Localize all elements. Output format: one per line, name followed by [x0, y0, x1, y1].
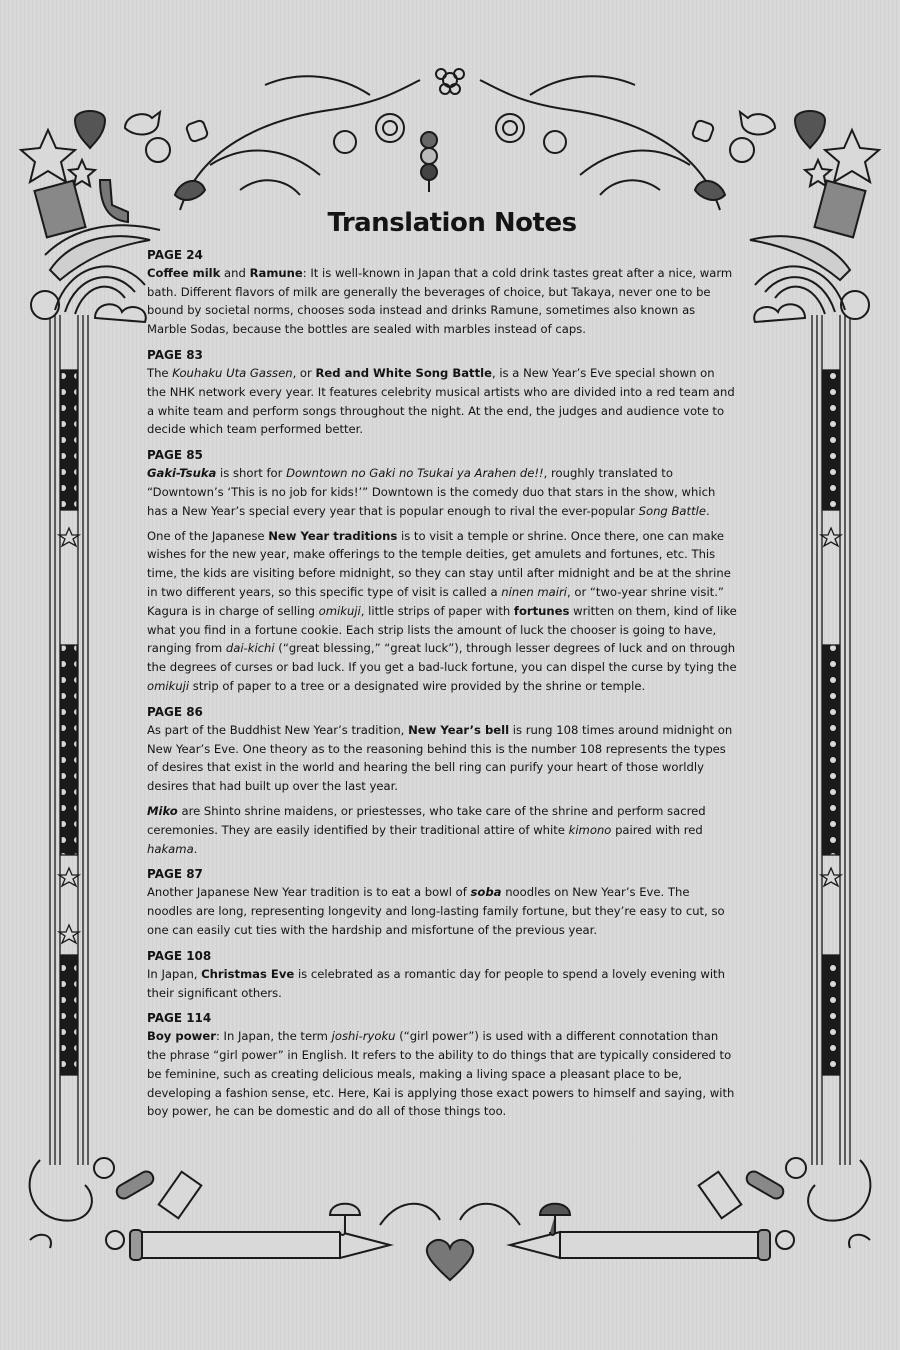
text-run: : It is well-known in Japan that a cold drink tastes great after a nice, warm bath. Different flavors of milk are generally the beverages of choice, but Takaya, never one to be bound by societal norms, chooses soda instead and drinks Ramune, sometimes also known as Marble Sodas, because the bottles are sealed with marbles instead of caps. [147, 265, 733, 337]
onigiri-icon [185, 119, 208, 142]
text-run: , or “two-year shrine visit.” Kagura is in charge of selling [147, 584, 724, 618]
left-column [50, 315, 88, 1165]
text-run: is celebrated as a romantic day for people to spend a lovely evening with their significant others. [147, 966, 725, 1000]
corndog-icon [744, 1169, 786, 1201]
star-icon [59, 528, 79, 546]
translation-note [147, 347, 737, 439]
bird-icon [125, 112, 160, 134]
button-icon [786, 1158, 806, 1178]
bottom-decor [30, 1158, 871, 1280]
bananas-icon [750, 236, 850, 280]
text-run: paired with red [611, 822, 703, 837]
bird-icon [740, 112, 775, 134]
page-title: Translation Notes [327, 208, 577, 238]
corndog-icon [114, 1169, 156, 1201]
cloud-icon [95, 304, 146, 322]
note-paragraph [147, 965, 737, 1003]
page-label: PAGE 83 [147, 347, 203, 362]
notes-content [147, 208, 737, 1129]
translation-note [147, 447, 737, 696]
text-run: The [147, 365, 173, 380]
fries-icon [699, 1172, 742, 1219]
emphasis-term: Coffee milk [147, 265, 221, 280]
note-paragraph [147, 527, 737, 696]
emphasis-term: omikuji [147, 678, 190, 693]
text-run: is short for [216, 466, 287, 481]
flower-icon [436, 69, 464, 94]
emphasis-term: Boy power [147, 1029, 216, 1044]
shoe-icon [100, 180, 128, 222]
text-run: (“great blessing,” “great luck”), through lesser degrees of luck and on through the degrees of curses or bad luck. If you get a bad-luck fortune, you can dispel the curse by tying the [147, 641, 737, 675]
emphasis-term: omikuji [318, 603, 361, 618]
page-label: PAGE 114 [147, 1011, 212, 1026]
emphasis-term: Red and White Song Battle [315, 365, 492, 380]
translation-note [147, 948, 737, 1003]
text-run: , is a New Year’s Eve special shown on the NHK network every year. It features celebrity musical artists who are divided into a red team and a white team and perform songs throughout the night. At the end, the judges and audience vote to decide which team performed better. [147, 365, 735, 437]
star-icon [59, 925, 79, 943]
emphasis-term: Gaki-Tsuka [147, 466, 217, 481]
emphasis-term: Christmas Eve [201, 966, 295, 981]
heart-icon [427, 1240, 473, 1280]
star-icon [825, 130, 879, 182]
text-run: strip of paper to a tree or a designated wire provided by the shrine or temple. [189, 678, 646, 693]
star-icon [59, 868, 79, 886]
page-label: PAGE 86 [147, 704, 203, 719]
text-run: One of the Japanese [147, 528, 269, 543]
sun-icon [841, 291, 869, 319]
pencil-icon [510, 1230, 770, 1260]
emphasis-term: Downtown no Gaki no Tsukai ya Arahen de!! [286, 466, 544, 481]
button-icon [730, 138, 754, 162]
note-paragraph [147, 802, 737, 858]
text-run: is rung 108 times around midnight on New Year’s Eve. One theory as to the reasoning behind this is the number 108 represents the types of desires that exist in the world and hearing the bell ring can purify your heart of those worldly desires that had built up over the last year. [147, 722, 733, 794]
text-run: , or [292, 365, 316, 380]
text-run: . [705, 503, 710, 518]
translation-note [147, 247, 737, 339]
emphasis-term: hakama [147, 841, 194, 856]
right-column [812, 315, 850, 1165]
text-run: written on them, kind of like what you find in a fortune cookie. Each strip lists the amount of luck the chooser is going to have, ranging from [147, 603, 737, 656]
emphasis-term: Kouhaku Uta Gassen [172, 365, 293, 380]
star-icon [821, 528, 841, 546]
emphasis-term: fortunes [513, 603, 570, 618]
dango-icon [421, 132, 437, 192]
page-label: PAGE 108 [147, 948, 212, 963]
note-paragraph [147, 883, 737, 939]
cloud-icon [754, 304, 805, 322]
text-run: , roughly translated to “Downtown’s ‘This is no job for kids!’” Downtown is the comedy duo that stars in the show, which has a New Year’s special every year that is popular enough to rival the ever-popular [147, 466, 716, 518]
emphasis-term: New Year traditions [268, 528, 398, 543]
umbrella-icon [540, 1204, 570, 1235]
text-run: Another Japanese New Year tradition is to eat a bowl of [147, 885, 471, 900]
notes-list [147, 247, 737, 1121]
text-run: noodles on New Year’s Eve. The noodles are long, representing longevity and long-lasting family fortune, but they’re easy to cut, so one can easily cut ties with the hardship and misfortune of the previous year. [147, 885, 725, 937]
note-paragraph [147, 1027, 737, 1121]
book-icon [814, 181, 865, 238]
text-run: is to visit a temple or shrine. Once there, one can make wishes for the new year, make offerings to the temple deities, get amulets and fortunes, etc. This time, the kids are visiting before midnight, so they can stay until after midnight and be at the shrine in two different years, so this specific type of visit is called a [147, 528, 731, 599]
pencil-icon [130, 1230, 390, 1260]
note-paragraph [147, 364, 737, 439]
emphasis-term: soba [470, 885, 502, 900]
translation-note [147, 1010, 737, 1121]
strawberry-icon [795, 111, 825, 148]
button-icon [94, 1158, 114, 1178]
emphasis-term: kimono [568, 822, 612, 837]
emphasis-term: New Year’s bell [408, 722, 510, 737]
text-run: . [193, 841, 198, 856]
emphasis-term: ninen mairi [501, 584, 567, 599]
emphasis-term: joshi-ryoku [331, 1029, 396, 1044]
book-icon [34, 181, 85, 238]
text-run: are Shinto shrine maidens, or priestesses, who take care of the shrine and perform sacred ceremonies. They are easily identified by their traditional attire of white [147, 803, 706, 837]
emphasis-term: dai-kichi [225, 641, 275, 656]
text-run: As part of the Buddhist New Year’s tradition, [147, 722, 409, 737]
star-icon [21, 130, 75, 182]
text-run: and [220, 265, 250, 280]
onigiri-icon [691, 119, 714, 142]
sun-icon [31, 291, 59, 319]
page-label: PAGE 85 [147, 448, 203, 463]
button-icon [146, 138, 170, 162]
emphasis-term: Miko [147, 803, 178, 818]
translation-note [147, 704, 737, 859]
note-paragraph [147, 721, 737, 796]
star-icon [821, 868, 841, 886]
text-run: , little strips of paper with [360, 603, 514, 618]
fries-icon [159, 1172, 202, 1219]
umbrella-icon [330, 1204, 360, 1235]
page-label: PAGE 87 [147, 867, 203, 882]
emphasis-term: Song Battle [638, 503, 706, 518]
text-run: : In Japan, the term [215, 1029, 332, 1044]
note-paragraph [147, 464, 737, 520]
top-ornament [180, 69, 720, 210]
translation-note [147, 866, 737, 939]
page-label: PAGE 24 [147, 247, 203, 262]
text-run: (“girl power”) is used with a different connotation than the phrase “girl power” in English. It refers to the ability to do things that are typically considered to be feminine, such as creating delicious meals, making a living space a pleasant place to be, developing a fashion sense, etc. Here, Kai is applying those exact powers to himself and saying, with boy power, he can be domestic and do all of those things too. [147, 1029, 735, 1119]
emphasis-term: Ramune [249, 265, 303, 280]
bananas-icon [50, 236, 150, 280]
note-paragraph [147, 264, 737, 339]
strawberry-icon [75, 111, 105, 148]
text-run: In Japan, [147, 966, 202, 981]
